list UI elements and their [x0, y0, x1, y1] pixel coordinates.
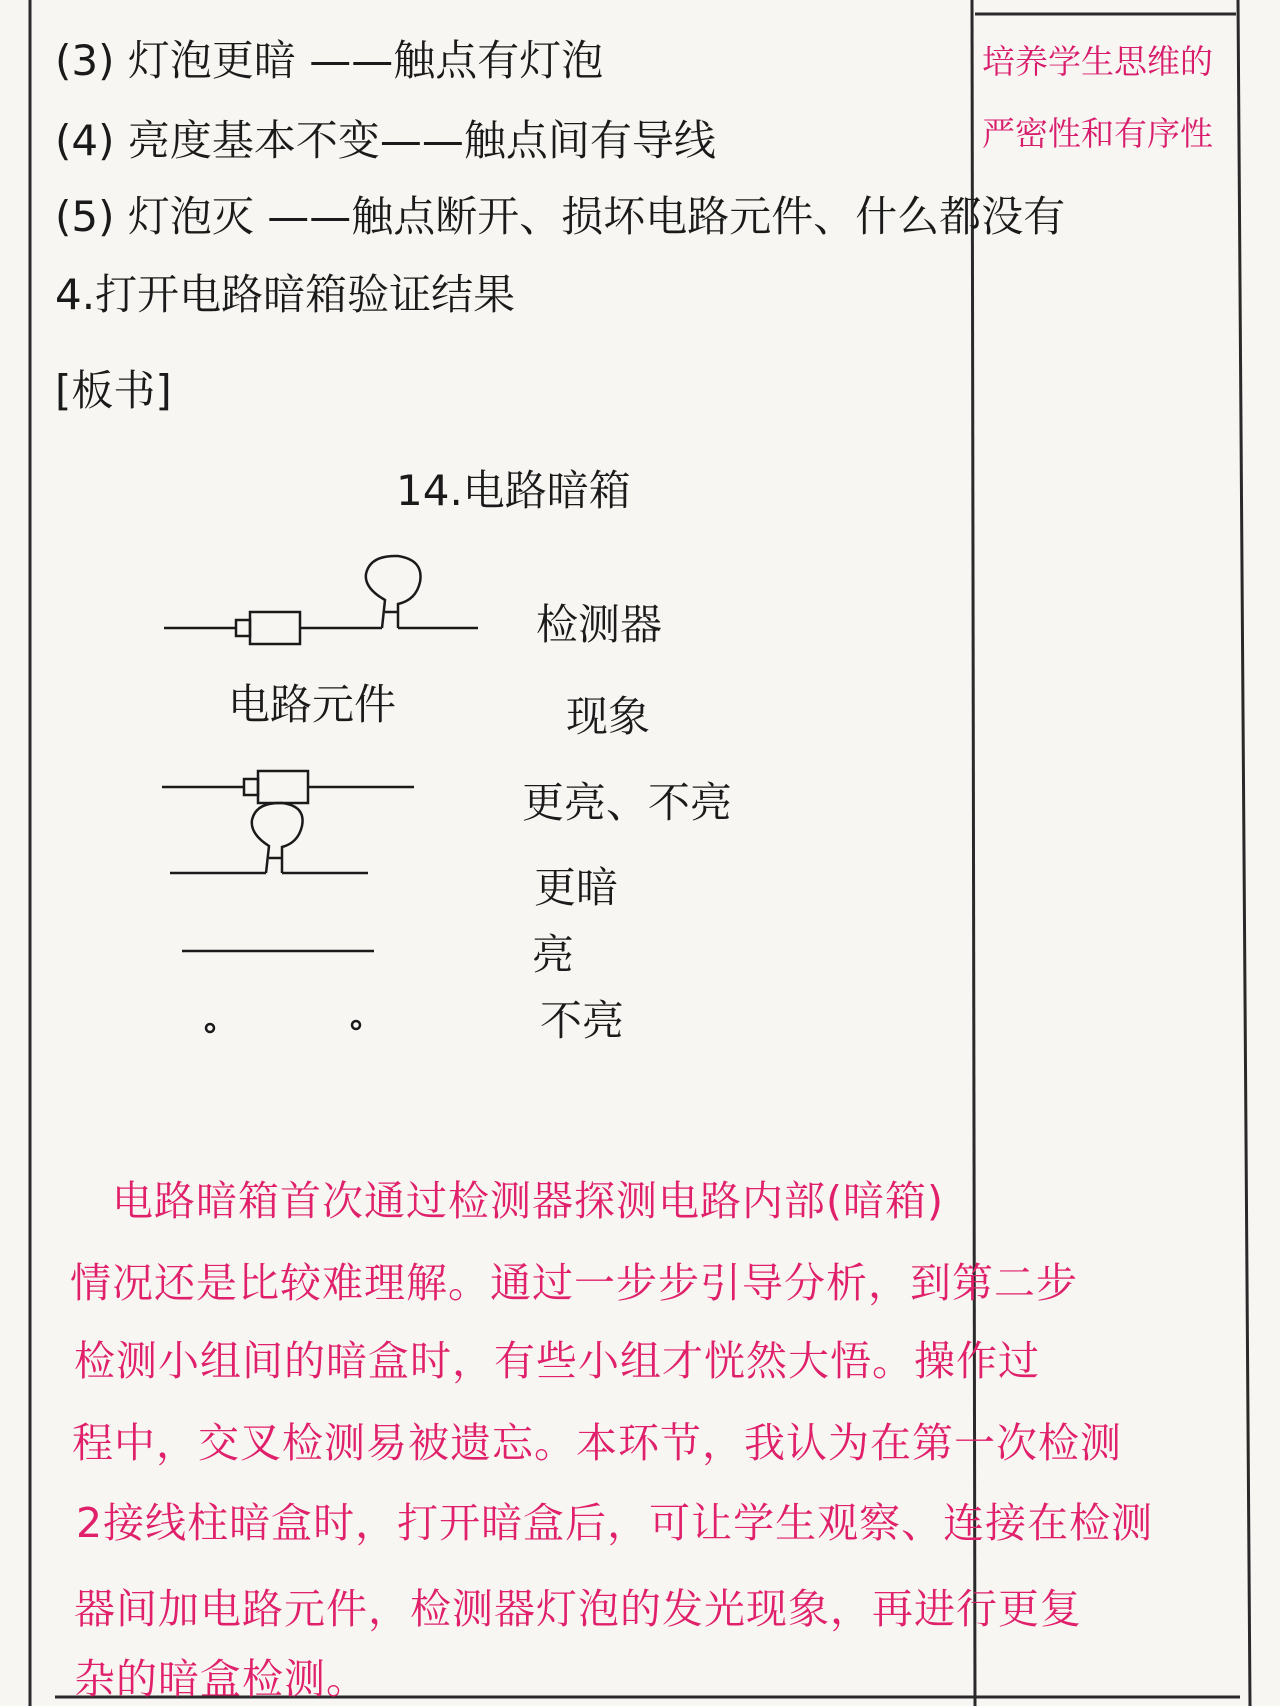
board-title: 14.电路暗箱	[396, 466, 631, 515]
reflection-line-2: 情况还是比较难理解。通过一步步引导分析，到第二步	[70, 1259, 1078, 1307]
reflection-line-5: 2接线柱暗盒时，打开暗盒后，可让学生观察、连接在检测	[76, 1499, 1154, 1547]
reflection-line-7: 杂的暗盒检测。	[74, 1655, 368, 1703]
reflection-line-1: 电路暗箱首次通过检测器探测电路内部(暗箱)	[112, 1177, 944, 1225]
side-note-line-2: 严密性和有序性	[982, 114, 1213, 153]
step-line-3: (3) 灯泡更暗 ——触点有灯泡	[55, 36, 604, 85]
detector-label: 检测器	[536, 600, 663, 649]
reflection-line-3: 检测小组间的暗盒时，有些小组才恍然大悟。操作过	[74, 1337, 1040, 1385]
step-line-5: (5) 灯泡灭 ——触点断开、损坏电路元件、什么都没有	[55, 192, 1066, 241]
reflection-line-6: 器间加电路元件，检测器灯泡的发光现象，再进行更复	[74, 1585, 1082, 1633]
step-line-4: (4) 亮度基本不变——触点间有导线	[55, 116, 716, 165]
side-note-line-1: 培养学生思维的	[982, 42, 1213, 81]
element-label: 电路元件	[228, 680, 397, 729]
phenomenon-label: 现象	[566, 692, 651, 741]
result-bright: 亮	[532, 930, 575, 979]
board-label: [板书]	[55, 366, 172, 415]
result-brighter-off: 更亮、不亮	[522, 778, 733, 827]
reflection-line-4: 程中，交叉检测易被遗忘。本环节，我认为在第一次检测	[72, 1419, 1122, 1467]
step-4-open-box: 4.打开电路暗箱验证结果	[55, 270, 516, 319]
result-dimmer: 更暗	[534, 863, 619, 912]
result-off: 不亮	[540, 996, 625, 1045]
